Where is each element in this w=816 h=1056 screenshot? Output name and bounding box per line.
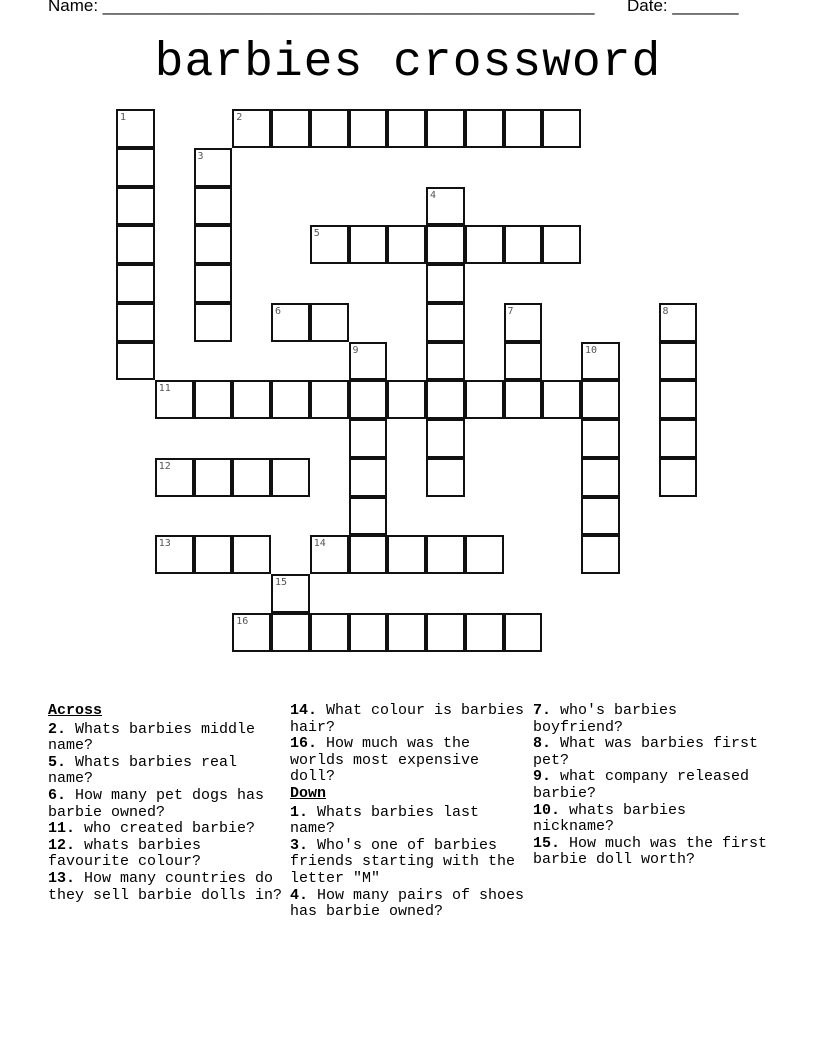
grid-cell[interactable] [271, 380, 310, 419]
clue-down-8 [533, 736, 773, 769]
across-heading: Across [48, 702, 103, 719]
clue-across-11 [48, 821, 288, 838]
grid-cell[interactable] [504, 613, 543, 652]
clue-text: Whats barbies last name? [290, 803, 480, 838]
grid-cell[interactable] [426, 613, 465, 652]
grid-cell[interactable] [387, 109, 426, 148]
grid-cell[interactable] [194, 458, 233, 497]
clue-down-10 [533, 803, 773, 836]
cell-number: 12 [158, 460, 171, 472]
clue-across-14 [290, 703, 530, 736]
cell-number: 14 [313, 538, 326, 550]
grid-cell[interactable] [116, 225, 155, 264]
clue-number: 2. [48, 720, 67, 738]
grid-cell[interactable] [349, 225, 388, 264]
grid-cell[interactable] [116, 148, 155, 187]
clues-column-1 [48, 703, 288, 904]
down-heading: Down [290, 784, 327, 802]
clue-number: 6. [48, 786, 67, 804]
grid-cell[interactable] [155, 458, 194, 497]
grid-cell[interactable] [426, 535, 465, 574]
grid-cell[interactable] [542, 109, 581, 148]
grid-cell[interactable] [155, 535, 194, 574]
grid-cell[interactable] [310, 535, 349, 574]
clue-number: 7. [533, 702, 552, 719]
grid-cell[interactable] [271, 303, 310, 342]
grid-cell[interactable] [426, 419, 465, 458]
grid-cell[interactable] [504, 109, 543, 148]
clue-text: Whats barbies real name? [48, 753, 238, 788]
grid-cell[interactable] [465, 613, 504, 652]
grid-cell[interactable] [232, 458, 271, 497]
grid-cell[interactable] [387, 535, 426, 574]
cell-number: 2 [236, 112, 243, 123]
grid-cell[interactable] [310, 109, 349, 148]
grid-cell[interactable] [349, 109, 388, 148]
grid-cell[interactable] [349, 535, 388, 574]
grid-cell[interactable] [581, 380, 620, 419]
clue-text: How much was the worlds most expensive doll? [290, 735, 480, 786]
grid-cell[interactable] [271, 109, 310, 148]
grid-cell[interactable] [387, 380, 426, 419]
clue-number: 10. [533, 801, 561, 819]
clue-down-9 [533, 769, 773, 802]
grid-cell[interactable] [581, 342, 620, 381]
cell-number: 15 [275, 577, 288, 588]
grid-cell[interactable] [116, 109, 155, 148]
clue-text: Who's one of barbies friends starting with the letter "M" [290, 836, 516, 887]
grid-cell[interactable] [504, 225, 543, 264]
grid-cell[interactable] [426, 303, 465, 342]
clue-number: 4. [290, 886, 309, 904]
grid-cell[interactable] [116, 264, 155, 303]
grid-cell[interactable] [426, 342, 465, 381]
clue-text: who created barbie? [75, 820, 256, 838]
grid-cell[interactable] [465, 225, 504, 264]
grid-cell[interactable] [194, 225, 233, 264]
grid-cell[interactable] [232, 380, 271, 419]
clue-across-16 [290, 736, 530, 786]
grid-cell[interactable] [581, 419, 620, 458]
clue-number: 9. [533, 768, 552, 786]
clue-number: 1. [290, 803, 309, 821]
grid-cell[interactable] [465, 109, 504, 148]
grid-cell[interactable] [465, 380, 504, 419]
grid-cell[interactable] [194, 380, 233, 419]
grid-cell[interactable] [310, 613, 349, 652]
grid-cell[interactable] [465, 535, 504, 574]
clue-text: What was barbies first pet? [533, 735, 759, 769]
cell-number: 9 [352, 344, 359, 356]
clue-number: 11. [48, 820, 76, 838]
clue-across-12 [48, 838, 288, 871]
grid-cell[interactable] [310, 380, 349, 419]
grid-cell[interactable] [504, 380, 543, 419]
clue-down-15 [533, 836, 773, 869]
cell-number: 13 [158, 538, 171, 550]
grid-cell[interactable] [659, 303, 698, 342]
grid-cell[interactable] [232, 613, 271, 652]
clue-number: 15. [533, 834, 561, 852]
grid-cell[interactable] [116, 187, 155, 226]
grid-cell[interactable] [194, 264, 233, 303]
grid-cell[interactable] [426, 187, 465, 226]
grid-cell[interactable] [659, 458, 698, 497]
clue-across-13 [48, 871, 288, 904]
grid-cell[interactable] [426, 380, 465, 419]
clue-text: How many pet dogs has barbie owned? [48, 786, 265, 821]
clue-across-5 [48, 755, 288, 788]
clue-text: How many countries do they sell barbie dolls in? [48, 869, 283, 904]
clue-text: what company released barbie? [533, 768, 750, 802]
grid-cell[interactable] [426, 458, 465, 497]
clue-across-6 [48, 788, 288, 821]
clue-number: 3. [290, 836, 309, 854]
grid-cell[interactable] [232, 535, 271, 574]
clue-text: whats barbies nickname? [533, 801, 687, 836]
grid-cell[interactable] [271, 458, 310, 497]
grid-cell[interactable] [581, 458, 620, 497]
cell-number: 6 [275, 305, 282, 317]
name-field-label: Name: ____________________________________________________ [48, 0, 595, 15]
grid-cell[interactable] [349, 613, 388, 652]
clues-column-2 [290, 703, 530, 921]
cell-number: 3 [197, 150, 204, 162]
page-title: barbies crossword [154, 36, 662, 90]
clue-number: 5. [48, 753, 67, 771]
clue-number: 16. [290, 735, 318, 753]
grid-cell[interactable] [426, 225, 465, 264]
clue-text: How many pairs of shoes has barbie owned? [290, 886, 525, 921]
grid-cell[interactable] [349, 342, 388, 381]
grid-cell[interactable] [542, 380, 581, 419]
grid-cell[interactable] [232, 109, 271, 148]
clue-text: What colour is barbies hair? [290, 702, 525, 736]
grid-cell[interactable] [659, 419, 698, 458]
cell-number: 7 [507, 305, 514, 317]
grid-cell[interactable] [387, 225, 426, 264]
grid-cell[interactable] [349, 497, 388, 536]
clue-down-4 [290, 888, 530, 921]
clue-number: 12. [48, 836, 76, 854]
clue-text: How much was the first barbie doll worth? [533, 834, 768, 869]
cell-number: 16 [236, 615, 249, 627]
grid-cell[interactable] [581, 497, 620, 536]
date-field-label: Date: _______ [627, 0, 739, 15]
clue-across-2 [48, 722, 288, 755]
grid-cell[interactable] [116, 342, 155, 381]
grid-cell[interactable] [310, 225, 349, 264]
cell-number: 8 [662, 305, 669, 317]
grid-cell[interactable] [659, 342, 698, 381]
grid-cell[interactable] [349, 419, 388, 458]
clue-number: 13. [48, 869, 76, 887]
grid-cell[interactable] [426, 264, 465, 303]
grid-cell[interactable] [155, 380, 194, 419]
grid-cell[interactable] [310, 303, 349, 342]
clue-text: Whats barbies middle name? [48, 720, 256, 755]
grid-cell[interactable] [194, 148, 233, 187]
cell-number: 5 [313, 228, 320, 240]
clue-text: whats barbies favourite colour? [48, 836, 202, 871]
clue-number: 14. [290, 702, 318, 719]
cell-number: 4 [430, 189, 437, 201]
grid-cell[interactable] [387, 613, 426, 652]
clue-down-7 [533, 703, 773, 736]
grid-cell[interactable] [504, 303, 543, 342]
clues-column-3 [533, 703, 773, 869]
grid-cell[interactable] [271, 613, 310, 652]
grid-cell[interactable] [581, 535, 620, 574]
grid-cell[interactable] [194, 303, 233, 342]
grid-cell[interactable] [116, 303, 155, 342]
clue-text: who's barbies boyfriend? [533, 702, 678, 736]
grid-cell[interactable] [271, 574, 310, 613]
grid-cell[interactable] [349, 380, 388, 419]
cell-number: 10 [585, 344, 598, 356]
clue-number: 8. [533, 735, 552, 753]
grid-cell[interactable] [504, 342, 543, 381]
grid-cell[interactable] [659, 380, 698, 419]
clue-down-3 [290, 838, 530, 888]
grid-cell[interactable] [349, 458, 388, 497]
grid-cell[interactable] [194, 535, 233, 574]
grid-cell[interactable] [542, 225, 581, 264]
grid-cell[interactable] [194, 187, 233, 226]
cell-number: 11 [158, 383, 171, 395]
cell-number: 1 [120, 112, 127, 123]
clue-down-1 [290, 805, 530, 838]
grid-cell[interactable] [426, 109, 465, 148]
